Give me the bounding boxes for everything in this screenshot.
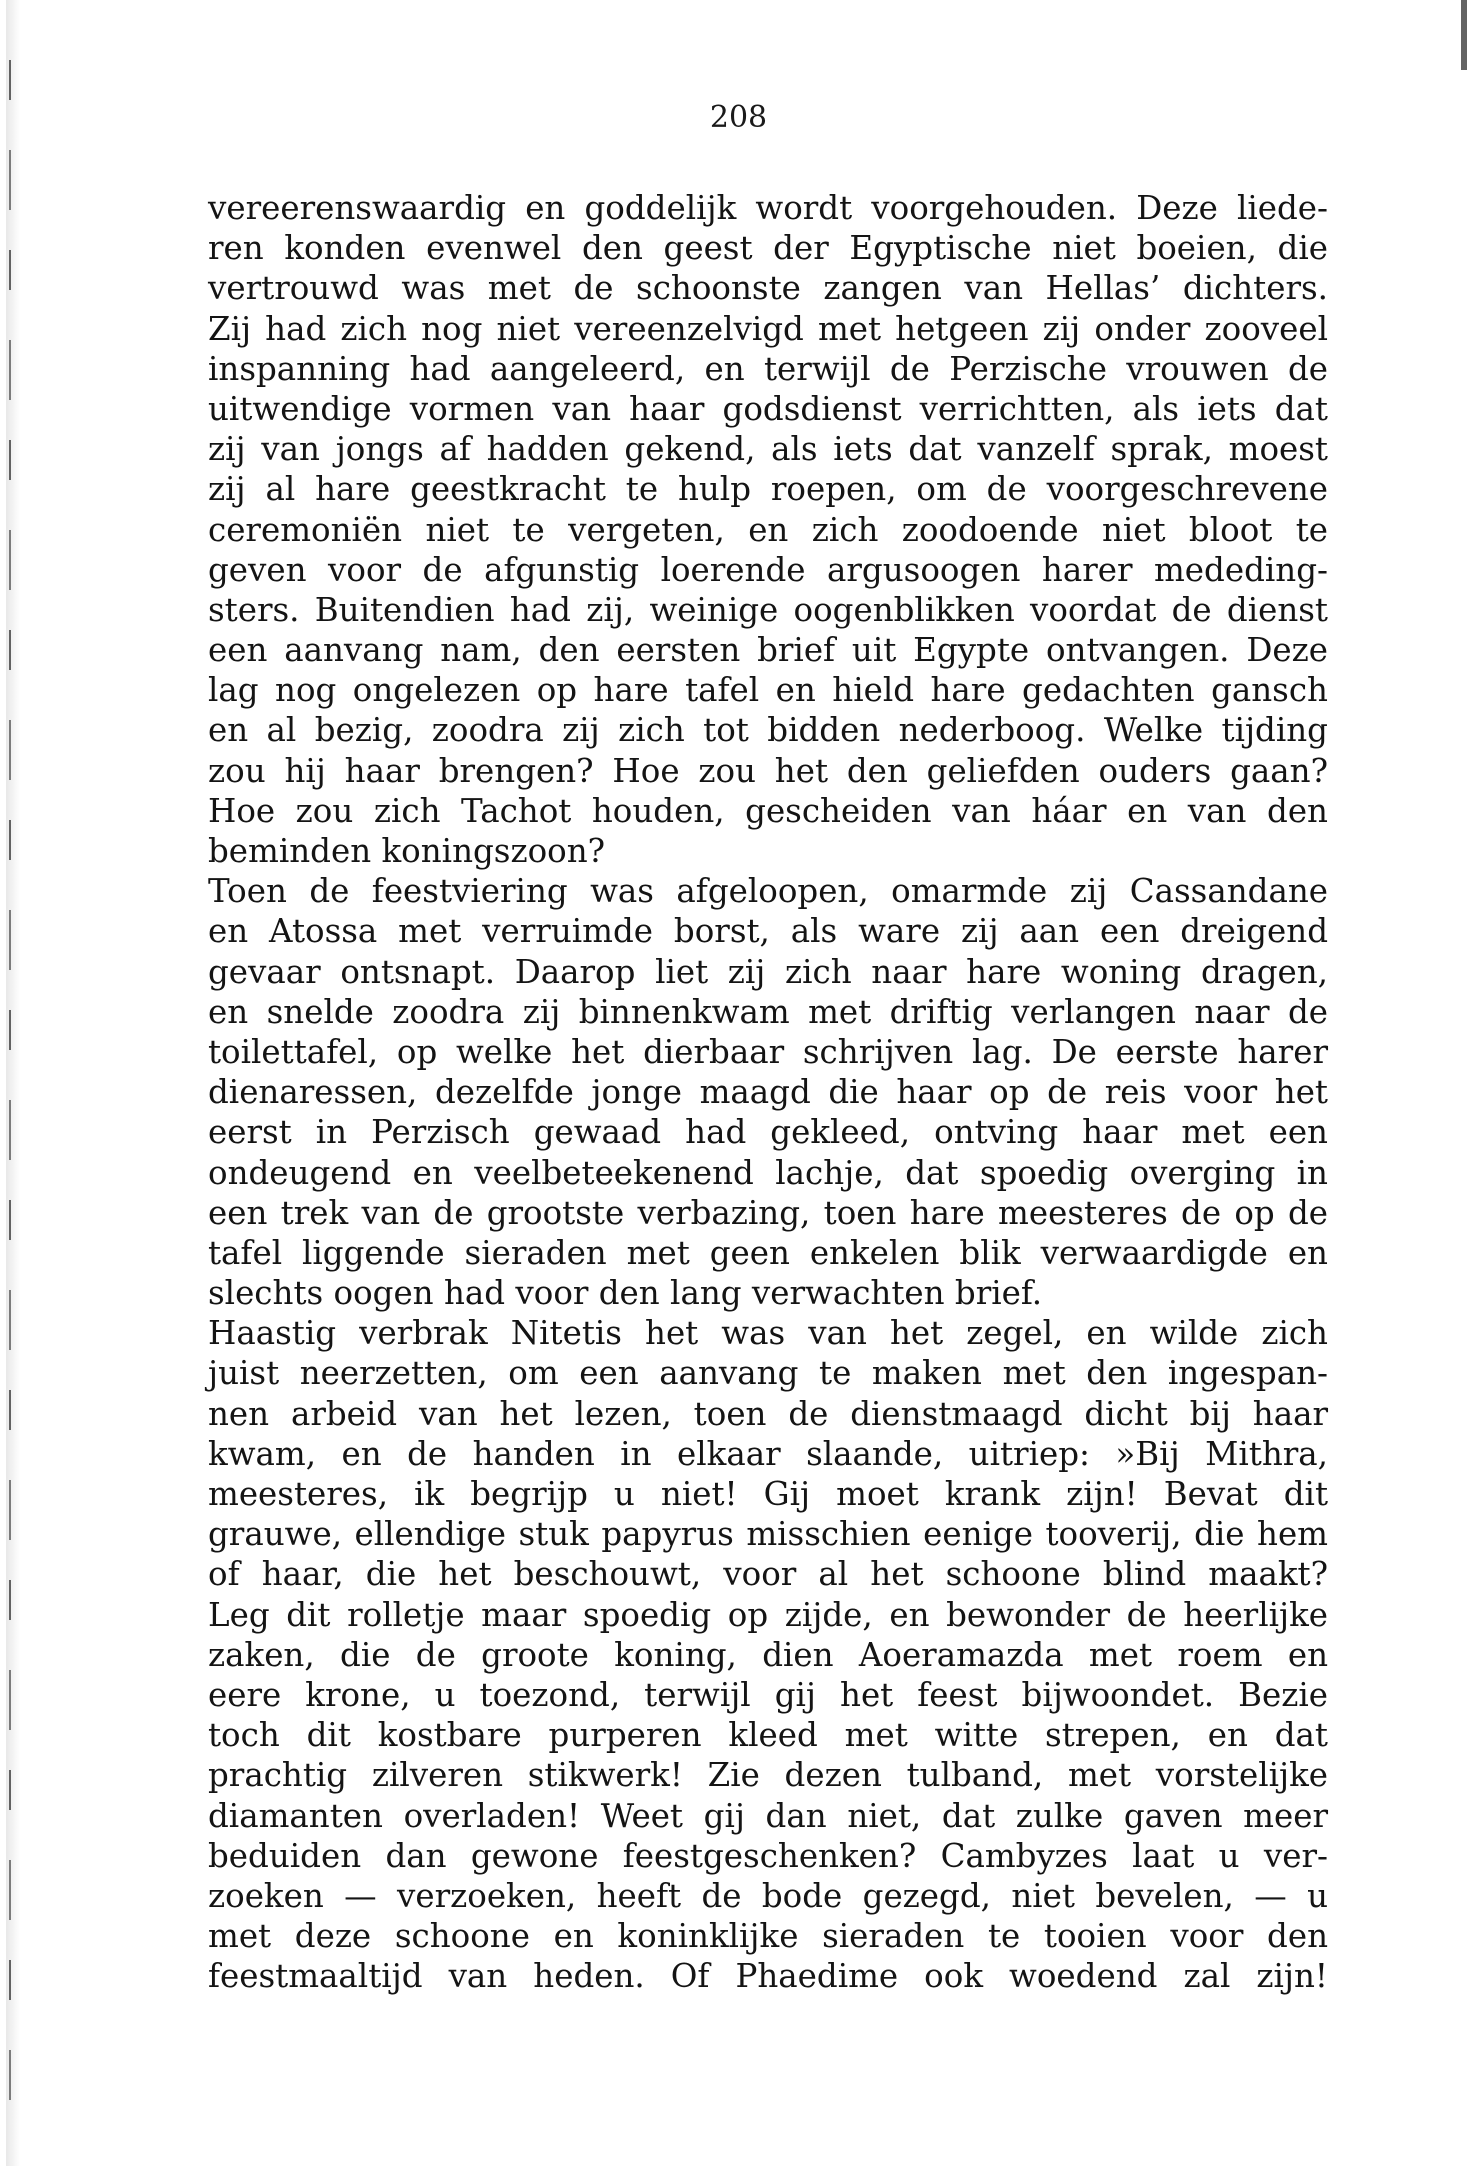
- scan-mark-right-edge: [1461, 0, 1467, 70]
- text-line: vereerenswaardig en goddelijk wordt voorgehouden. Deze liede-: [208, 189, 1328, 227]
- text-line: kwam, en de handen in elkaar slaande, uitriep: »Bij Mithra,: [208, 1434, 1328, 1473]
- text-line: feestmaaltijd van heden. Of Phaedime ook woedend zal zijn!: [208, 1957, 1328, 1996]
- body-text: [208, 188, 1328, 1996]
- text-line: prachtig zilveren stikwerk! Zie dezen tulband, met vorstelijke: [208, 1756, 1328, 1795]
- text-line: Toen de feestviering was afgeloopen, omarmde zij Cassandane: [208, 872, 1328, 911]
- text-line: dienaressen, dezelfde jonge maagd die haar op de reis voor het: [208, 1073, 1328, 1112]
- text-line: beminden koningszoon?: [208, 832, 606, 870]
- text-line: ondeugend en veelbeteekenend lachje, dat spoedig overging in: [208, 1153, 1328, 1192]
- text-line: ceremoniën niet te vergeten, en zich zoodoende niet bloot te: [208, 510, 1328, 549]
- text-line: eerst in Perzisch gewaad had gekleed, ontving haar met een: [208, 1113, 1328, 1152]
- text-line: sters. Buitendien had zij, weinige oogenblikken voordat de dienst: [208, 590, 1328, 629]
- text-line: een trek van de grootste verbazing, toen hare meesteres de op de: [208, 1193, 1328, 1232]
- page-number: 208: [709, 100, 768, 135]
- text-line: met deze schoone en koninklijke sieraden te tooien voor den: [208, 1917, 1328, 1956]
- text-line: zij van jongs af hadden gekend, als iets dat vanzelf sprak, moest: [208, 430, 1328, 469]
- scan-shadow-left-edge: [6, 0, 20, 2166]
- text-line: zaken, die de groote koning, dien Aoeramazda met roem en: [208, 1635, 1328, 1674]
- text-line: en Atossa met verruimde borst, als ware zij aan een dreigend: [208, 912, 1328, 951]
- text-line: slechts oogen had voor den lang verwachten brief.: [208, 1274, 1043, 1313]
- text-line: gevaar ontsnapt. Daarop liet zij zich naar hare woning dragen,: [208, 952, 1328, 991]
- text-line: beduiden dan gewone feestgeschenken? Cambyzes laat u ver-: [208, 1836, 1328, 1875]
- text-line: nen arbeid van het lezen, toen de dienstmaagd dicht bij haar: [208, 1394, 1328, 1433]
- text-line: lag nog ongelezen op hare tafel en hield hare gedachten gansch: [208, 671, 1328, 710]
- text-line: Leg dit rolletje maar spoedig op zijde, en bewonder de heerlijke: [208, 1595, 1328, 1634]
- text-line: zoeken — verzoeken, heeft de bode gezegd, niet bevelen, — u: [208, 1876, 1328, 1915]
- text-line: Haastig verbrak Nitetis het was van het zegel, en wilde zich: [208, 1314, 1328, 1353]
- text-line: en snelde zoodra zij binnenkwam met driftig verlangen naar de: [208, 992, 1328, 1031]
- text-line: ren konden evenwel den geest der Egyptische niet boeien, die: [208, 229, 1328, 268]
- text-line: en al bezig, zoodra zij zich tot bidden nederboog. Welke tijding: [208, 711, 1328, 750]
- text-line: inspanning had aangeleerd, en terwijl de Perzische vrouwen de: [208, 349, 1328, 388]
- text-line: geven voor de afgunstig loerende argusoogen harer mededing-: [208, 550, 1328, 589]
- text-line: Hoe zou zich Tachot houden, gescheiden van háar en van den: [208, 791, 1328, 830]
- text-line: toilettafel, op welke het dierbaar schrijven lag. De eerste harer: [208, 1032, 1328, 1071]
- text-line: toch dit kostbare purperen kleed met witte strepen, en dat: [208, 1716, 1328, 1755]
- text-line: uitwendige vormen van haar godsdienst verrichtten, als iets dat: [208, 389, 1328, 428]
- text-line: meesteres, ik begrijp u niet! Gij moet krank zijn! Bevat dit: [208, 1475, 1328, 1513]
- text-line: juist neerzetten, om een aanvang te maken met den ingespan-: [208, 1354, 1328, 1393]
- text-line: eere krone, u toezond, terwijl gij het feest bijwoondet. Bezie: [208, 1675, 1328, 1714]
- text-line: een aanvang nam, den eersten brief uit Egypte ontvangen. Deze: [208, 631, 1328, 670]
- text-line: vertrouwd was met de schoonste zangen van Hellas’ dichters.: [208, 269, 1328, 308]
- text-line: Zij had zich nog niet vereenzelvigd met hetgeen zij onder zooveel: [208, 309, 1328, 348]
- text-line: diamanten overladen! Weet gij dan niet, dat zulke gaven meer: [208, 1796, 1328, 1835]
- text-line: grauwe, ellendige stuk papyrus misschien eenige tooverij, die hem: [208, 1515, 1328, 1554]
- text-line: zou hij haar brengen? Hoe zou het den geliefden ouders gaan?: [208, 751, 1328, 790]
- text-line: tafel liggende sieraden met geen enkelen blik verwaardigde en: [208, 1233, 1328, 1272]
- text-line: zij al hare geestkracht te hulp roepen, om de voorgeschrevene: [208, 470, 1328, 509]
- text-line: of haar, die het beschouwt, voor al het schoone blind maakt?: [208, 1555, 1328, 1594]
